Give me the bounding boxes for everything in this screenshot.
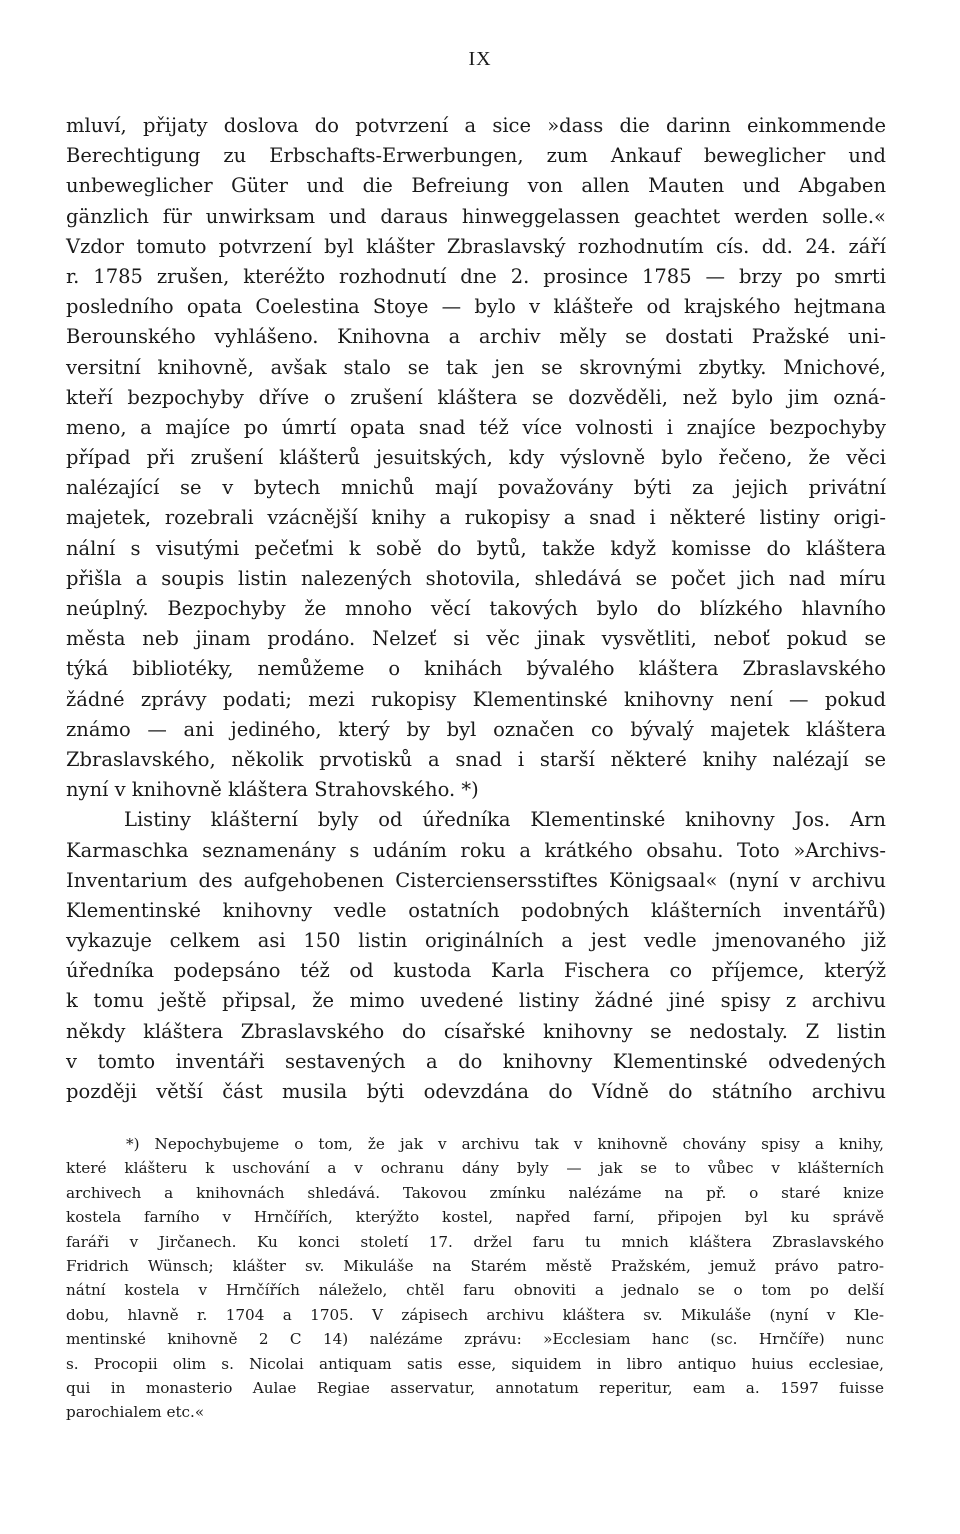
text-line: nální s visutými pečeťmi k sobě do bytů, takže když komisse do kláštera [66,536,886,560]
text-line: r. 1785 zrušen, kteréžto rozhodnutí dne 2. prosince 1785 — brzy po smrti [66,264,886,288]
footnote-line: s. Procopii olim s. Nicolai antiquam satis esse, siquidem in libro antiquo huius ecclesiae, [66,1354,884,1373]
text-line: mluví, přijaty doslova do potvrzení a sice »dass die darinn einkommende [66,114,886,137]
footnote-line: mentinské knihovně 2 C 14) nalézáme zprávu: »Ecclesiam hanc (sc. Hrnčíře) nunc [66,1330,884,1349]
text-line: neúplný. Bezpochyby že mnoho věcí takových bylo do blízkého hlavního [66,597,886,620]
footnote-line: faráři v Jirčanech. Ku konci století 17. držel faru tu mnich kláštera Zbraslavského [66,1232,884,1251]
text-line: Berechtigung zu Erbschafts-Erwerbungen, zum Ankauf beweglicher und [66,144,886,168]
text-line: gänzlich für unwirksam und daraus hinweggelassen geachtet werden solle.« [66,204,886,228]
text-line: meno, a majíce po úmrtí opata snad též více volnosti i znajíce bezpochyby [66,415,886,439]
main-text [66,111,886,1107]
page-number: IX [468,48,492,70]
footnote-line: kostela farního v Hrnčířích, kterýžto kostel, napřed farní, připojen byl ku správě [66,1208,884,1227]
text-line: Berounského vyhlášeno. Knihovna a archiv měly se dostati Pražské uni- [66,325,886,349]
footnote-line: dobu, hlavně r. 1704 a 1705. V zápisech archivu kláštera sv. Mikuláše (nyní v Kle- [66,1305,884,1324]
text-line: později větší část musila býti odevzdána do Vídně do státního archivu [66,1080,886,1103]
text-line: unbeweglicher Güter und die Befreiung von allen Mauten und Abgaben [66,174,886,198]
text-line: nalézající se v bytech mnichů mají považovány býti za jejich privátní [66,476,886,500]
text-line: kteří bezpochyby dříve o zrušení kláštera se dozvěděli, než bylo jim ozná- [66,385,886,409]
text-line: vykazuje celkem asi 150 listin originálních a jest vedle jmenovaného již [66,929,886,953]
text-line: úředníka podepsáno též od kustoda Karla Fischera co příjemce, kterýž [66,959,886,983]
text-line: žádné zprávy podati; mezi rukopisy Klementinské knihovny není — pokud [66,687,886,711]
text-line: posledního opata Coelestina Stoye — bylo v klášteře od krajského hejtmana [66,295,886,319]
text-line: přišla a soupis listin nalezených shotovila, shledává se počet jich nad míru [66,566,886,590]
text-line: majetek, rozebrali vzácnější knihy a rukopisy a snad i některé listiny origi- [66,506,886,530]
text-line: nyní v knihovně kláštera Strahovského. *) [66,778,479,802]
text-line: Inventarium des aufgehobenen Cisterciensersstiftes Königsaal« (nyní v archivu [66,868,886,892]
footnote [66,1132,884,1425]
text-line: města neb jinam prodáno. Nelzeť si věc jinak vysvětliti, neboť pokud se [66,627,886,651]
text-line: případ při zrušení klášterů jesuitských, kdy výslovně bylo řečeno, že věci [66,446,886,470]
footnote-line: archivech a knihovnách shledává. Takovou zmínku nalézáme na př. o staré knize [66,1183,884,1202]
text-line: v tomto inventáři sestavených a do knihovny Klementinské odvedených [66,1049,886,1073]
text-line: versitní knihovně, avšak stalo se tak jen se skrovnými zbytky. Mnichové, [66,355,886,379]
text-line: týká bibliotéky, nemůžeme o knihách bývalého kláštera Zbraslavského [66,657,886,681]
footnote-line: nátní kostela v Hrnčířích náleželo, chtěl faru obnoviti a jednalo se o tom po delší [66,1281,884,1300]
text-line: k tomu ještě připsal, že mimo uvedené listiny žádné jiné spisy z archivu [66,989,886,1013]
text-line: Listiny klášterní byly od úředníka Klementinské knihovny Jos. Arn [124,808,886,832]
footnote-line: *) Nepochybujeme o tom, že jak v archivu tak v knihovně chovány spisy a knihy, [126,1135,884,1153]
footnote-line: Fridrich Wünsch; klášter sv. Mikuláše na Starém městě Pražském, jemuž právo patro- [66,1256,884,1275]
footnote-line: které klášteru k uschování a v ochranu dány byly — jak se to vůbec v klášterních [66,1159,884,1178]
text-line: známo — ani jediného, který by byl označen co bývalý majetek kláštera [66,717,886,741]
text-line: někdy kláštera Zbraslavského do císařské knihovny se nedostaly. Z listin [66,1019,886,1043]
text-line: Karmaschka seznamenány s udáním roku a krátkého obsahu. Toto »Archivs- [66,838,886,862]
text-line: Klementinské knihovny vedle ostatních podobných klášterních inventářů) [66,898,886,922]
footnote-line: parochialem etc.« [66,1403,205,1422]
text-line: Zbraslavského, několik prvotisků a snad i starší některé knihy nalézají se [66,747,886,771]
footnote-line: qui in monasterio Aulae Regiae asservatur, annotatum reperitur, eam a. 1597 fuisse [66,1378,884,1397]
text-line: Vzdor tomuto potvrzení byl klášter Zbraslavský rozhodnutím cís. dd. 24. září [66,234,886,258]
